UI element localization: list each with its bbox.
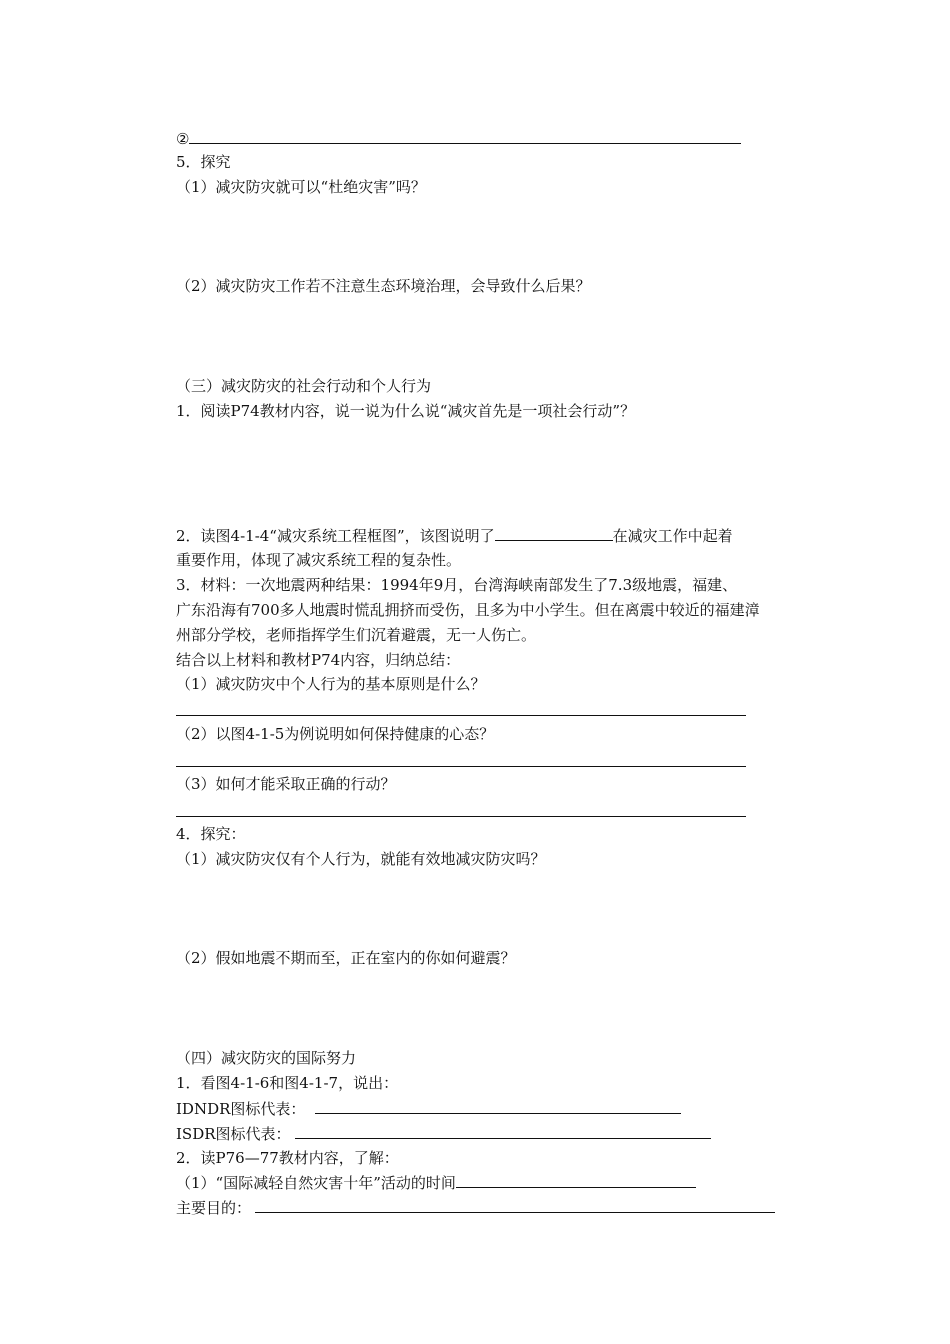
question: （3）如何才能采取正确的行动？ xyxy=(176,775,396,793)
section-heading: 5．探究 xyxy=(176,153,231,171)
paragraph-line: 重要作用，体现了减灾系统工程的复杂性。 xyxy=(176,551,462,569)
section-heading: 4．探究： xyxy=(176,825,246,843)
question: （1）减灾防灾中个人行为的基本原则是什么？ xyxy=(176,675,486,693)
answer-line[interactable] xyxy=(176,816,746,817)
answer-line[interactable] xyxy=(176,766,746,767)
question-text: （1）“国际减轻自然灾害十年”活动的时间 xyxy=(176,1174,456,1192)
question: （1）减灾防灾仅有个人行为，就能有效地减灾防灾吗？ xyxy=(176,850,546,868)
item-number: ② xyxy=(176,130,190,148)
question-text: ISDR图标代表： xyxy=(176,1125,291,1143)
answer-blank[interactable] xyxy=(295,1123,711,1139)
question-text: 在减灾工作中起着 xyxy=(612,527,733,545)
question-fill-in xyxy=(176,1172,696,1193)
question: （2）减灾防灾工作若不注意生态环境治理，会导致什么后果？ xyxy=(176,277,591,295)
question: 2．读P76—77教材内容，了解： xyxy=(176,1149,399,1167)
answer-line[interactable] xyxy=(176,715,746,716)
section-heading: （三）减灾防灾的社会行动和个人行为 xyxy=(176,377,432,395)
question-fill-in xyxy=(176,1098,681,1119)
question-fill-in xyxy=(176,1123,711,1144)
answer-blank[interactable] xyxy=(255,1197,775,1213)
paragraph-line: 广东沿海有700多人地震时慌乱拥挤而受伤，且多为中小学生。但在离震中较近的福建漳 xyxy=(176,601,760,619)
question: 1．阅读P74教材内容，说一说为什么说“减灾首先是一项社会行动”？ xyxy=(176,402,636,420)
question-text: 主要目的： xyxy=(176,1199,252,1217)
question-fill-in xyxy=(176,525,733,546)
answer-line-2 xyxy=(176,128,741,149)
paragraph-line: 结合以上材料和教材P74内容，归纳总结： xyxy=(176,651,461,669)
answer-blank[interactable] xyxy=(456,1172,696,1188)
question: （2）以图4-1-5为例说明如何保持健康的心态？ xyxy=(176,725,495,743)
answer-blank[interactable] xyxy=(495,525,613,541)
paragraph-line: 3．材料：一次地震两种结果：1994年9月，台湾海峡南部发生了7.3级地震，福建、 xyxy=(176,576,738,594)
answer-blank[interactable] xyxy=(189,128,741,144)
question: （2）假如地震不期而至，正在室内的你如何避震？ xyxy=(176,949,516,967)
question: （1）减灾防灾就可以“杜绝灾害”吗？ xyxy=(176,178,426,196)
question-text: 2．读图4-1-4“减灾系统工程框图”，该图说明了 xyxy=(176,527,495,545)
paragraph-line: 州部分学校，老师指挥学生们沉着避震，无一人伤亡。 xyxy=(176,626,537,644)
answer-blank[interactable] xyxy=(315,1098,681,1114)
section-heading: （四）减灾防灾的国际努力 xyxy=(176,1049,357,1067)
question-fill-in xyxy=(176,1197,775,1218)
question-text: IDNDR图标代表： xyxy=(176,1100,306,1118)
question: 1．看图4-1-6和图4-1-7，说出： xyxy=(176,1074,399,1092)
